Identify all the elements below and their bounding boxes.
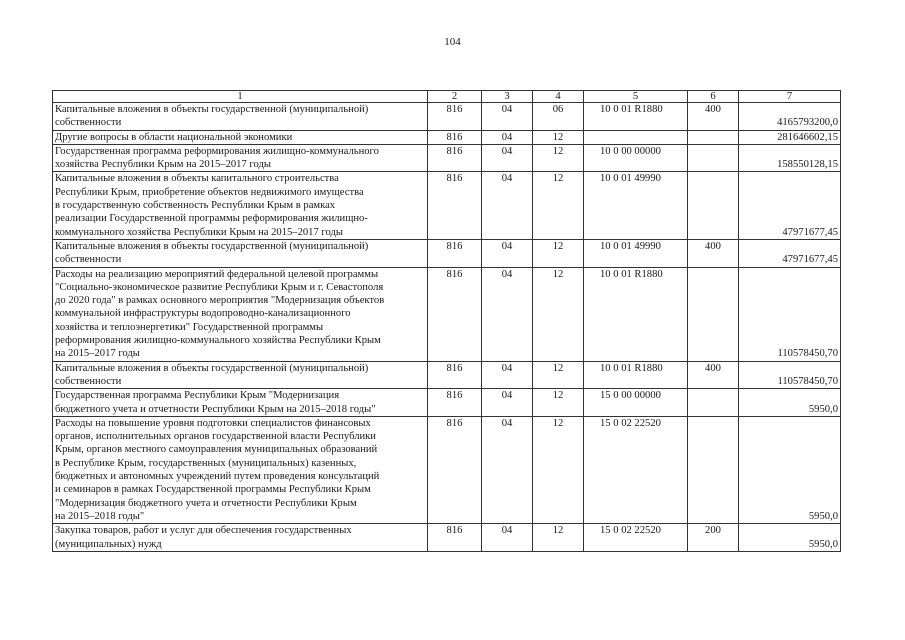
row-amount: 158550128,15 [739,144,841,172]
table-row [53,103,841,131]
row-description [53,130,428,144]
row-code-target: 10 0 01 R1880 [584,267,688,361]
row-amount: 4165793200,0 [739,103,841,131]
header-col-3: 3 [482,91,533,103]
row-code-section: 04 [482,103,533,131]
row-code-ministry: 816 [428,103,482,131]
row-amount: 5950,0 [739,416,841,523]
row-code-target: 10 0 01 49990 [584,239,688,267]
page-number: 104 [444,36,461,48]
row-amount: 5950,0 [739,389,841,417]
row-code-subsection: 06 [533,103,584,131]
row-code-expense-type: 400 [688,103,739,131]
row-code-subsection: 12 [533,389,584,417]
row-code-subsection: 12 [533,130,584,144]
row-description-text: Расходы на повышение уровня подготовки специалистов финансовых органов, исполнительных органов государственной власти Республики Крым, органов местного самоуправления муниципальных образований в Республике Крым, государственных (муниципальных) казенных, бюджетных и автономных учреждений путем проведения консультаций и семинаров в рамках Государственной программы Республики Крым "Модернизация бюджетного учета и отчетности Республики Крым на 2015–2018 годы" [55,417,380,522]
header-col-5: 5 [584,91,688,103]
table-row [53,524,841,552]
row-code-target: 10 0 01 49990 [584,172,688,239]
row-description [53,144,428,172]
header-row [53,91,841,103]
row-code-expense-type [688,144,739,172]
row-code-ministry: 816 [428,416,482,523]
table-row [53,416,841,523]
row-code-expense-type: 400 [688,361,739,389]
row-code-ministry: 816 [428,239,482,267]
row-description-text: Закупка товаров, работ и услуг для обеспечения государственных (муниципальных) нужд [55,525,352,550]
row-code-expense-type [688,130,739,144]
row-code-section: 04 [482,524,533,552]
table-row [53,267,841,361]
row-code-target: 10 0 01 R1880 [584,103,688,131]
row-code-section: 04 [482,267,533,361]
row-description [53,524,428,552]
row-description [53,361,428,389]
row-description [53,267,428,361]
table-row [53,144,841,172]
row-description-text: Капитальные вложения в объекты государственной (муниципальной) собственности [55,240,369,266]
row-code-expense-type [688,389,739,417]
table-row [53,239,841,267]
header-col-1: 1 [53,91,428,103]
row-amount: 47971677,45 [739,172,841,239]
row-description-text: Расходы на реализацию мероприятий федеральной целевой программы "Социально-экономическое развитие Республики Крым и г. Севастополя до 2020 года" в рамках основного мероприятия "Модернизация объектов коммунальной инфраструктуры водопроводно-канализационного хозяйства и теплоэнергетики" Государственной программы реформирования жилищно-коммунального хозяйства Республики Крым на 2015–2017 годы [55,268,385,360]
row-code-section: 04 [482,361,533,389]
row-code-expense-type: 400 [688,239,739,267]
row-code-subsection: 12 [533,416,584,523]
row-amount: 110578450,70 [739,361,841,389]
table-row [53,361,841,389]
row-amount: 5950,0 [739,524,841,552]
row-code-target: 15 0 00 00000 [584,389,688,417]
row-description-text: Государственная программа Республики Крым "Модернизация бюджетного учета и отчетности Республики Крым на 2015–2018 годы" [55,390,376,415]
row-code-subsection: 12 [533,239,584,267]
row-code-subsection: 12 [533,267,584,361]
row-code-subsection: 12 [533,172,584,239]
row-code-ministry: 816 [428,389,482,417]
row-description-text: Капитальные вложения в объекты государственной (муниципальной) собственности [55,104,369,129]
row-amount: 110578450,70 [739,267,841,361]
row-code-ministry: 816 [428,130,482,144]
row-code-subsection: 12 [533,361,584,389]
row-code-target [584,130,688,144]
row-code-expense-type [688,416,739,523]
row-code-ministry: 816 [428,172,482,239]
row-code-subsection: 12 [533,144,584,172]
header-col-6: 6 [688,91,739,103]
row-description [53,103,428,131]
row-code-expense-type [688,267,739,361]
row-description-text: Другие вопросы в области национальной экономики [55,131,293,143]
table-row [53,172,841,239]
table-row [53,130,841,144]
row-code-section: 04 [482,389,533,417]
row-description-text: Капитальные вложения в объекты капитального строительства Республики Крым, приобретение объектов недвижимого имущества в государственную собственность Республики Крым в рамках реализации Государственной программы реформирования жилищно- коммунального хозяйства Республики Крым на 2015–2017 годы [55,173,368,238]
row-code-section: 04 [482,172,533,239]
row-code-target: 10 0 00 00000 [584,144,688,172]
row-amount: 281646602,15 [739,130,841,144]
row-description-text: Государственная программа реформирования жилищно-коммунального хозяйства Республики Крым на 2015–2017 годы [55,145,379,171]
header-col-4: 4 [533,91,584,103]
row-code-section: 04 [482,239,533,267]
row-code-section: 04 [482,130,533,144]
row-code-target: 15 0 02 22520 [584,524,688,552]
row-code-ministry: 816 [428,524,482,552]
row-code-target: 10 0 01 R1880 [584,361,688,389]
row-code-expense-type [688,172,739,239]
row-description [53,389,428,417]
header-col-7: 7 [739,91,841,103]
table-row [53,389,841,417]
row-code-target: 15 0 02 22520 [584,416,688,523]
budget-table [52,90,841,552]
row-code-ministry: 816 [428,267,482,361]
row-description [53,172,428,239]
row-amount: 47971677,45 [739,239,841,267]
row-description [53,416,428,523]
header-col-2: 2 [428,91,482,103]
row-description-text: Капитальные вложения в объекты государственной (муниципальной) собственности [55,362,369,387]
row-code-expense-type: 200 [688,524,739,552]
row-code-section: 04 [482,144,533,172]
row-code-ministry: 816 [428,144,482,172]
row-code-subsection: 12 [533,524,584,552]
row-code-section: 04 [482,416,533,523]
row-code-ministry: 816 [428,361,482,389]
row-description [53,239,428,267]
